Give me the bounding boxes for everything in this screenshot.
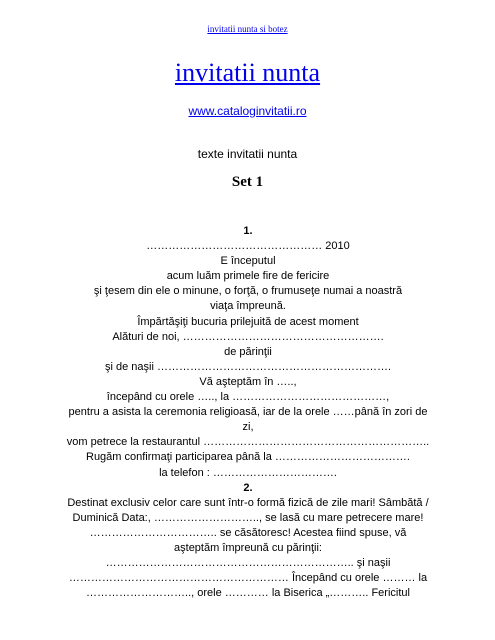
text-line: începând cu orele ….., la ……………………………………,: [106, 391, 390, 404]
text-line: Rugăm confirmaţi participarea până la ……………………………….: [86, 451, 410, 464]
website-link[interactable]: www.cataloginvitatii.ro: [188, 104, 307, 118]
text-line: vom petrece la restaurantul ……………………………………………………..: [66, 436, 430, 449]
text-line: la telefon : …………………………….: [159, 466, 337, 479]
text-line: …………………………………………………… Începând cu orele ……… la: [68, 572, 428, 585]
text-line: ……………………….., orele ………… la Biserica „……….. Fericitul: [86, 587, 410, 600]
text-line: de părinţii: [224, 345, 272, 358]
text-line: Vă aşteptăm în …..,: [199, 375, 297, 388]
text-line: ………………………………………… 2010: [146, 240, 350, 253]
text-line: Duminică Data:, ……………………….., se lasă cu mare petrecere mare!: [72, 511, 424, 524]
text-line: …………………………….. se căsătoresc! Acestea fiind spuse, vă: [89, 526, 407, 539]
text-line: E începutul: [220, 255, 276, 268]
text-line: acum luăm primele fire de fericire: [166, 270, 330, 283]
text-line: zi,: [242, 421, 254, 434]
text-line: şi ţesem din ele o minune, o forţă, o frumuseţe numai a noastră: [93, 285, 403, 298]
text-line: şi de naşii ……………………………………………………….: [104, 360, 392, 373]
text-line: pentru a asista la ceremonia religioasă, iar de la orele ……până în zori de: [68, 406, 428, 419]
text-line: Împărtăşiţi bucuria prilejuită de acest moment: [137, 315, 359, 328]
header-link[interactable]: invitatii nunta si botez: [207, 24, 288, 34]
text-line: ………………………………………………………….. şi naşii: [105, 557, 391, 570]
set-heading: Set 1: [231, 174, 264, 190]
section-number: 2.: [243, 481, 253, 494]
text-line: Destinat exclusiv celor care sunt într-o formă fizică de zile mari! Sâmbătă /: [67, 496, 429, 509]
subtitle: texte invitatii nunta: [197, 147, 298, 161]
section-number: 1.: [243, 225, 253, 237]
text-line: viaţa împreună.: [210, 300, 286, 313]
text-line: aşteptăm împreună cu părinţii:: [174, 541, 322, 554]
page-title[interactable]: invitatii nunta: [174, 58, 321, 87]
text-line: Alături de noi, ……………………………………………….: [112, 330, 384, 343]
invitation-texts: [28, 224, 468, 601]
